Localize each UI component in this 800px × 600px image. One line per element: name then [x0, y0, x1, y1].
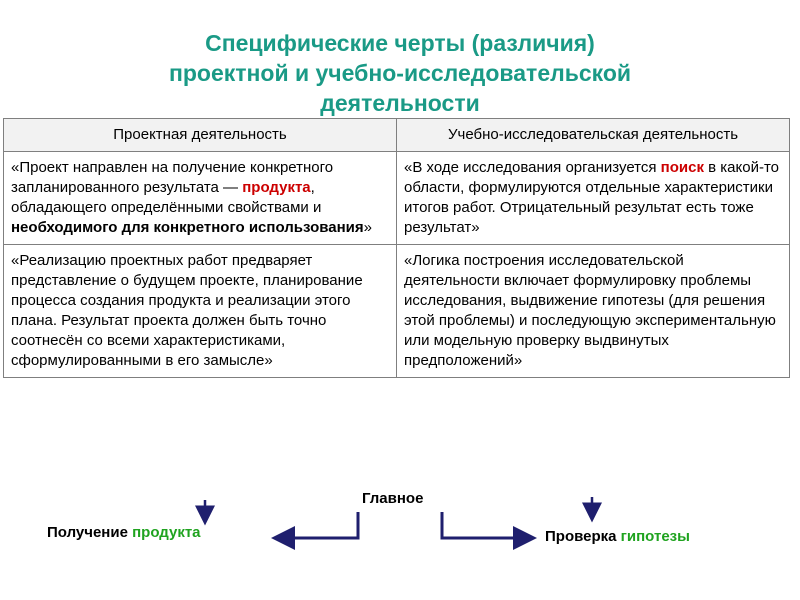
- label-get-product: [47, 524, 201, 541]
- main-label: Главное: [362, 490, 424, 507]
- label-check-hypothesis: [545, 528, 690, 545]
- label-green-text: гипотезы: [620, 528, 690, 545]
- highlight-search: поиск: [660, 159, 704, 176]
- cell-text: «В ходе исследования организуется: [404, 159, 661, 176]
- title-line-3: деятельности: [320, 90, 480, 116]
- label-text: Проверка: [545, 528, 621, 545]
- title-line-2: проектной и учебно-исследовательской: [168, 60, 632, 86]
- bold-phrase: необходимого для конкретного использования: [11, 219, 364, 236]
- title-line-1: Специфические черты (различия): [205, 30, 595, 56]
- cell-text: , обладающего определёнными свойствами и: [11, 179, 322, 216]
- arrow-to-hypothesis-icon: [442, 512, 528, 538]
- cell-text: в какой-то области, формулируются отдельные характеристики итогов работ. Отрицательный результат есть тоже результат»: [404, 159, 779, 236]
- cell-project-process: «Реализацию проектных работ предваряет представление о будущем проекте, планирование процесса создания продукта и реализации этого плана. Результат проекта должен быть точно соотнесён со всеми характеристиками, сформулированными в его замысле»: [4, 245, 397, 378]
- header-project: Проектная деятельность: [4, 119, 397, 152]
- label-text: Получение: [47, 524, 133, 541]
- label-green-text: продукта: [132, 524, 201, 541]
- highlight-product: продукта: [242, 179, 311, 196]
- cell-text: »: [363, 219, 372, 236]
- header-research: Учебно-исследовательская деятельность: [397, 119, 790, 152]
- cell-research-logic: «Логика построения исследовательской деятельности включает формулировку проблемы исследования, выдвижение гипотезы (для решения этой проблемы) и последующую экспериментальную или модельную проверку выдвинутых предположений»: [397, 245, 790, 378]
- arrow-to-product-icon: [280, 512, 358, 538]
- cell-text: «Проект направлен на получение конкретного запланированного результата —: [11, 159, 334, 196]
